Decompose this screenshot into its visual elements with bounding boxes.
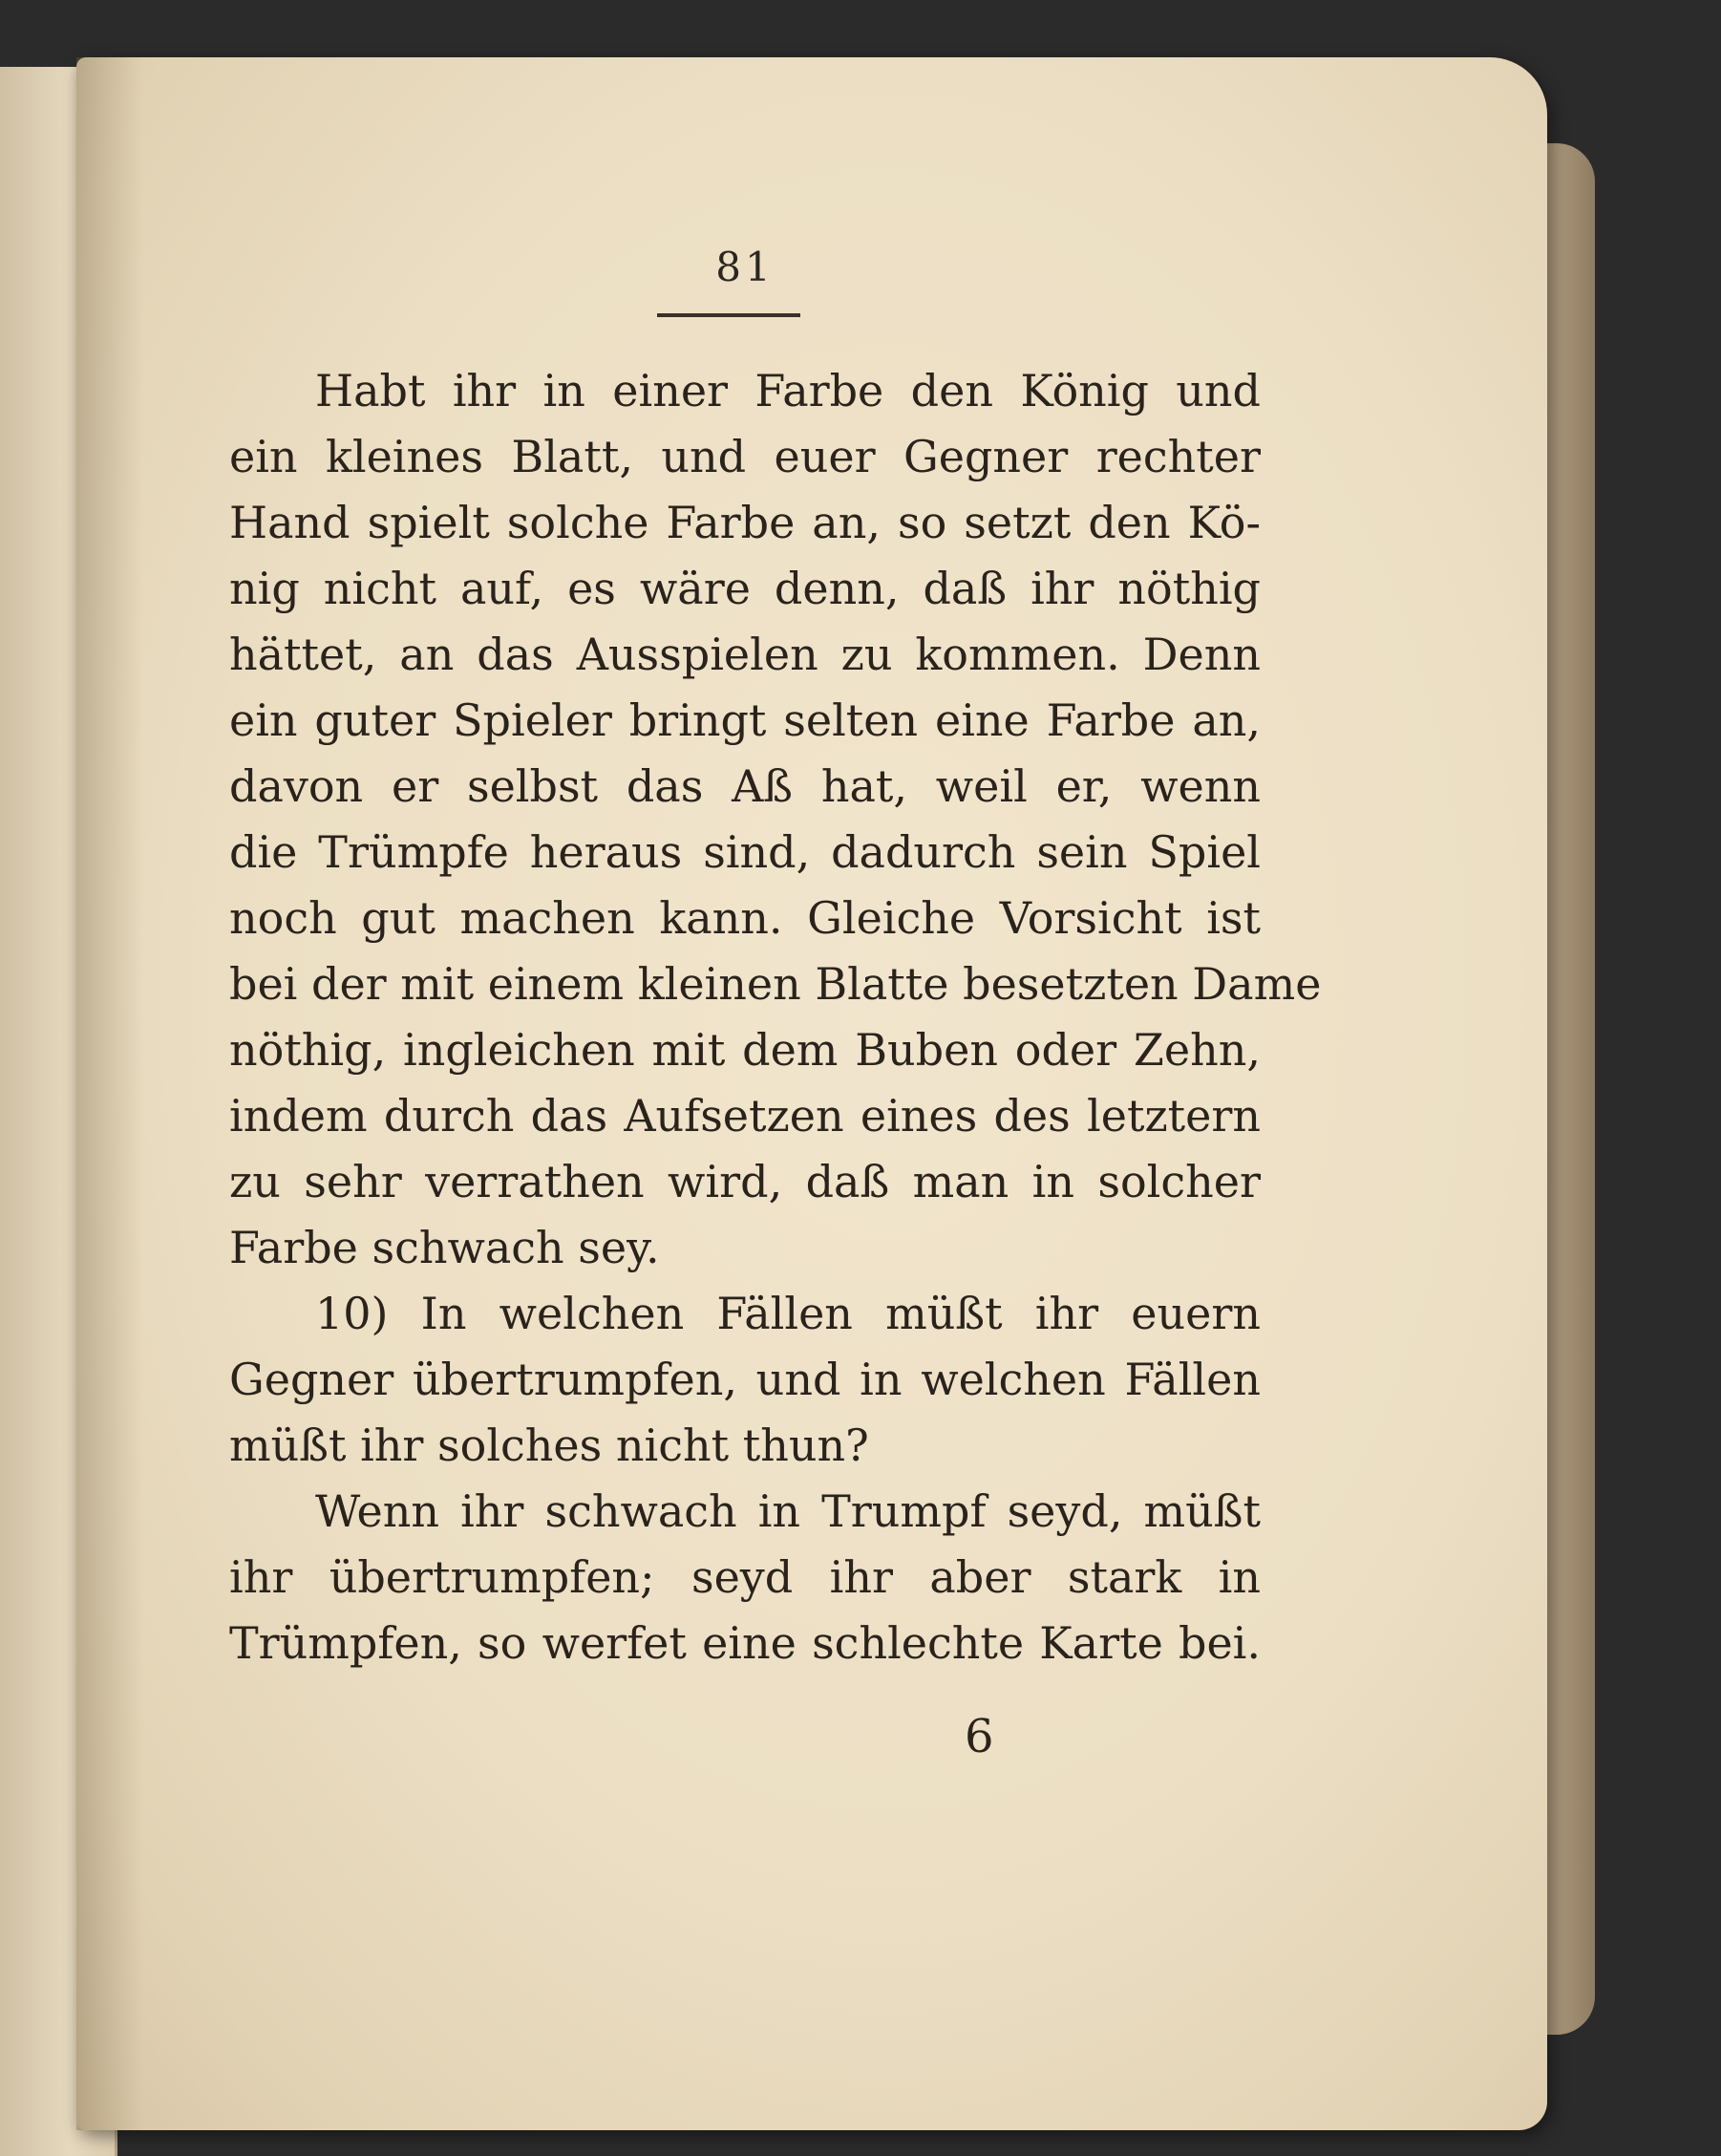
text-line: bei der mit einem kleinen Blatte besetzten Dame [229, 958, 1322, 1010]
gutter-shadow [76, 57, 143, 2130]
text-line: ein kleines Blatt, und euer Gegner rechter [229, 431, 1261, 482]
header-rule [657, 313, 800, 317]
text-line: Habt ihr in einer Farbe den König und [315, 365, 1261, 416]
text-line: die Trümpfe heraus sind, dadurch sein Spiel [229, 826, 1261, 878]
text-line: noch gut machen kann. Gleiche Vorsicht ist [229, 892, 1261, 944]
text-line: Hand spielt solche Farbe an, so setzt den Kö- [229, 497, 1261, 548]
question-line: müßt ihr solches nicht thun? [229, 1420, 869, 1471]
page-number: 81 [715, 244, 775, 290]
text-line: nig nicht auf, es wäre denn, daß ihr nöthig [229, 563, 1261, 614]
text-line: hättet, an das Ausspielen zu kommen. Denn [229, 629, 1261, 680]
text-line: nöthig, ingleichen mit dem Buben oder Zehn, [229, 1024, 1261, 1076]
answer-line: Wenn ihr schwach in Trumpf seyd, müßt [315, 1485, 1261, 1537]
signature-mark: 6 [965, 1710, 994, 1763]
question-line: 10) In welchen Fällen müßt ihr euern [315, 1288, 1261, 1339]
text-line: Farbe schwach sey. [229, 1222, 660, 1273]
answer-line: Trümpfen, so werfet eine schlechte Karte bei. [229, 1617, 1261, 1669]
text-line: ein guter Spieler bringt selten eine Farbe an, [229, 694, 1261, 746]
body-text [229, 358, 1322, 1676]
text-line: indem durch das Aufsetzen eines des letztern [229, 1090, 1261, 1142]
answer-line: ihr übertrumpfen; seyd ihr aber stark in [229, 1551, 1261, 1603]
text-line: zu sehr verrathen wird, daß man in solcher [229, 1156, 1261, 1207]
text-line: davon er selbst das Aß hat, weil er, wenn [229, 760, 1261, 812]
question-line: Gegner übertrumpfen, und in welchen Fällen [229, 1354, 1261, 1405]
